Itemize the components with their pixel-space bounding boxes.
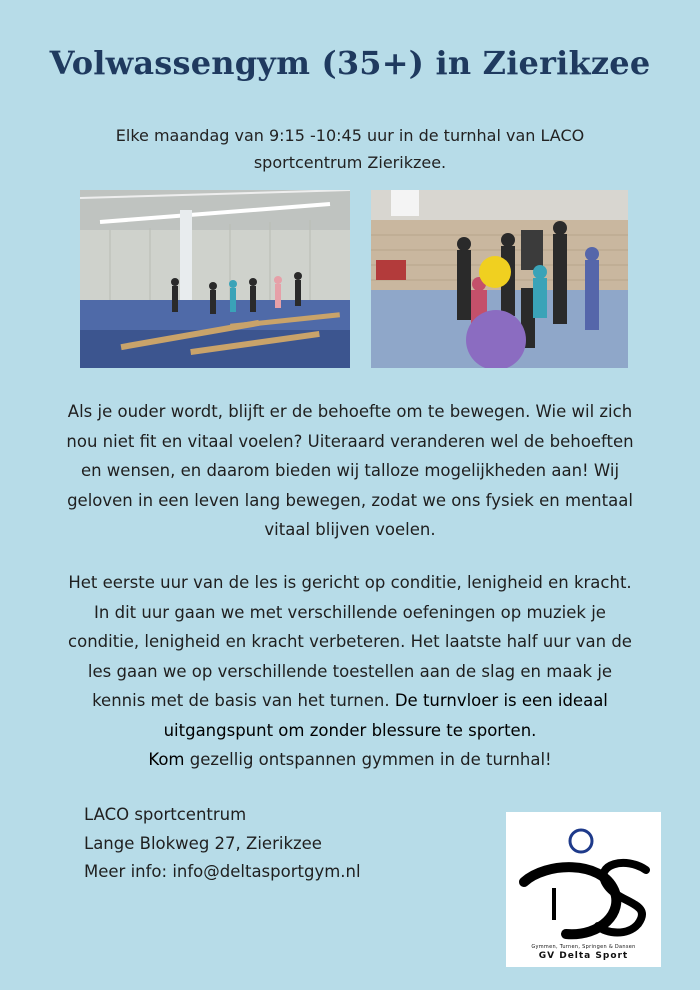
contact-block (84, 801, 484, 887)
gv-delta-sport-logo (506, 812, 661, 967)
photo-gym-beams (80, 190, 350, 368)
logo-tagline: Gymmen, Turnen, Springen & Dansen (531, 944, 636, 950)
schedule-subtitle: Elke maandag van 9:15 -10:45 uur in de turnhal van LACO sportcentrum Zierikzee. (115, 126, 585, 172)
ds-logo-mark (506, 812, 661, 947)
program-text: Het eerste uur van de les is gericht op conditie, lenigheid en kracht. In dit uur gaan we met verschillende oefeningen op muziek je conditie, lenigheid en kracht verbeteren. Het laatste half uur van de les gaan we op verschillende toestellen aan de slag en maak je kennis met de basis van het turnen. (68, 573, 632, 710)
logo-brand: GV Delta Sport (538, 951, 629, 961)
contact-info: Meer info: info@deltasportgym.nl (84, 862, 361, 881)
program-highlight: De turnvloer is een ideaal uitgangspunt om zonder blessure te sporten. (163, 691, 608, 740)
contact-venue: LACO sportcentrum (84, 805, 247, 824)
invitation-highlight: Kom (148, 750, 185, 769)
photo-group-fitness (371, 190, 628, 368)
intro-paragraph: Als je ouder wordt, blijft er de behoefte om te bewegen. Wie wil zich nou niet fit en vitaal voelen? Uiteraard veranderen wel de behoeften en wensen, en daarom bieden wij talloze mogelijkheden aan! Wij geloven in een leven lang bewegen, zodat we ons fysiek en mentaal vitaal blijven voelen. (66, 402, 634, 539)
invitation-text: gezellig ontspannen gymmen in de turnhal! (189, 750, 552, 769)
contact-address: Lange Blokweg 27, Zierikzee (84, 833, 322, 853)
page-title: Volwassengym (35+) in Zierikzee (49, 44, 651, 82)
program-paragraph (60, 568, 640, 775)
